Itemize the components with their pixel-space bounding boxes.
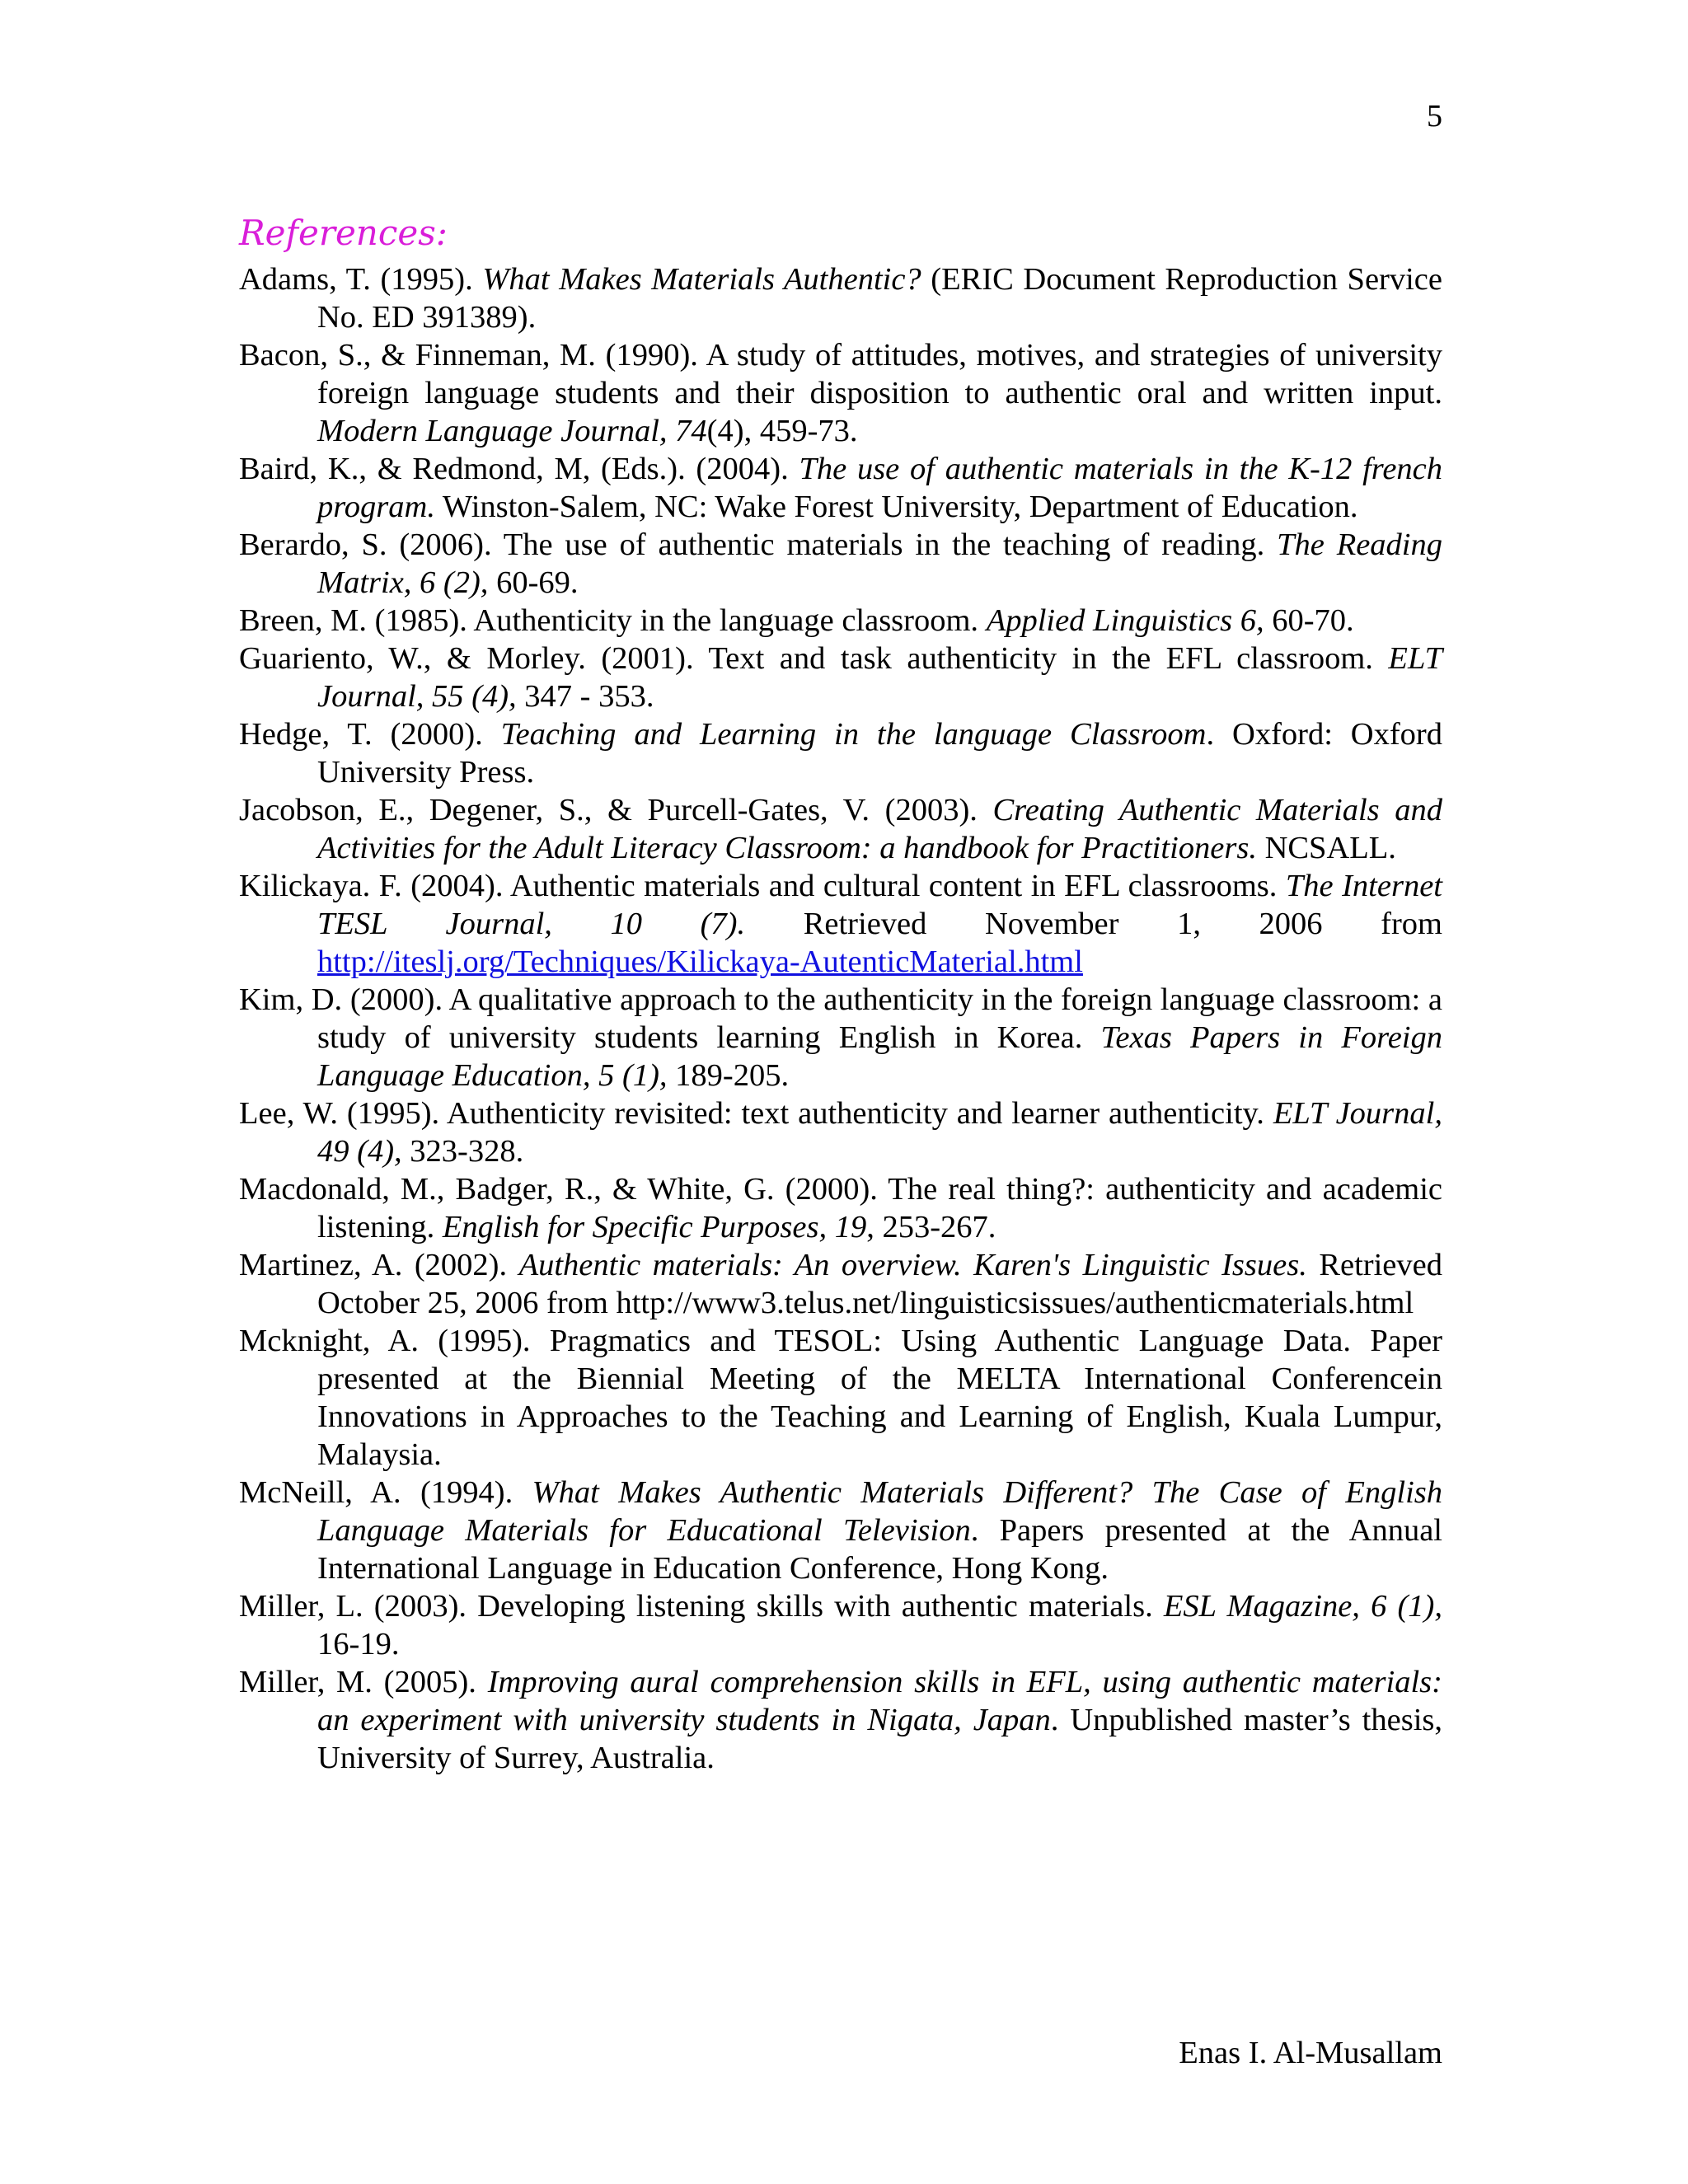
reference-entry xyxy=(239,450,1442,526)
reference-text: Retrieved October 25, 2006 from http://www3.telus.net/linguisticsissues/authenticmaterials.html xyxy=(317,1248,1442,1320)
reference-text: . Papers presented at the Annual International Language in Education Conference, Hong Kong. xyxy=(317,1513,1442,1586)
reference-text: NCSALL. xyxy=(1256,831,1396,865)
reference-text: Kim, D. (2000). A qualitative approach to the authenticity in the foreign language classroom: a study of university students learning English in Korea. xyxy=(239,982,1442,1055)
reference-url-link[interactable]: http://iteslj.org/Techniques/Kilickaya-AutenticMaterial.html xyxy=(317,944,1083,979)
references-heading: References: xyxy=(239,213,448,253)
reference-text: Bacon, S., & Finneman, M. (1990). A study of attitudes, motives, and strategies of university foreign language students and their disposition to authentic oral and written input. xyxy=(239,338,1442,410)
reference-title-italic: ESL Magazine, 6 (1), xyxy=(1163,1589,1442,1624)
reference-title-italic: Creating Authentic Materials and Activities for the Adult Literacy Classroom: a handbook for Practitioners. xyxy=(317,793,1442,865)
reference-text: Lee, W. (1995). Authenticity revisited: text authenticity and learner authenticity. xyxy=(239,1096,1273,1131)
reference-entry xyxy=(239,526,1442,602)
reference-entry xyxy=(239,715,1442,791)
reference-entry xyxy=(239,981,1442,1094)
reference-text: 60-69. xyxy=(488,565,579,600)
reference-entry xyxy=(239,1474,1442,1587)
reference-entry xyxy=(239,260,1442,336)
reference-entry xyxy=(239,640,1442,715)
reference-text: Macdonald, M., Badger, R., & White, G. (2000). The real thing?: authenticity and academic listening. xyxy=(239,1172,1442,1244)
reference-title-italic: Improving aural comprehension skills in EFL, using authentic materials: an experiment with university students in Nigata, Japan xyxy=(317,1665,1442,1737)
reference-title-italic: The use of authentic materials in the K-12 french program. xyxy=(317,452,1443,524)
reference-text: Jacobson, E., Degener, S., & Purcell-Gates, V. (2003). xyxy=(239,793,993,827)
reference-text: McNeill, A. (1994). xyxy=(239,1475,532,1510)
reference-text: 189-205. xyxy=(667,1058,790,1093)
reference-title-italic: What Makes Authentic Materials Different? The Case of English Language Materials for Educational Television xyxy=(317,1475,1442,1548)
reference-text: (ERIC Document Reproduction Service No. ED 391389). xyxy=(317,262,1442,335)
reference-entry xyxy=(239,1170,1442,1246)
reference-text: Hedge, T. (2000). xyxy=(239,717,501,752)
reference-text: Adams, T. (1995). xyxy=(239,262,483,297)
page-number: 5 xyxy=(1427,99,1442,134)
reference-title-italic: Teaching and Learning in the language Classroom xyxy=(500,717,1207,752)
reference-entry xyxy=(239,1094,1442,1170)
reference-text: Berardo, S. (2006). The use of authentic materials in the teaching of reading. xyxy=(239,527,1278,562)
reference-text: Martinez, A. (2002). xyxy=(239,1248,519,1282)
reference-entry xyxy=(239,1663,1442,1777)
reference-entry xyxy=(239,1246,1442,1322)
reference-text: 60-70. xyxy=(1264,603,1354,638)
reference-text: Miller, L. (2003). Developing listening skills with authentic materials. xyxy=(239,1589,1164,1624)
reference-text: Baird, K., & Redmond, M, (Eds.). (2004). xyxy=(239,452,799,486)
reference-title-italic: The Internet TESL Journal, 10 (7). xyxy=(317,869,1442,941)
reference-text: Kilickaya. F. (2004). Authentic materials and cultural content in EFL classrooms. xyxy=(239,869,1286,903)
reference-title-italic: Modern Language Journal, 74 xyxy=(317,414,707,448)
reference-entry xyxy=(239,602,1442,640)
reference-text: . Unpublished master’s thesis, University of Surrey, Australia. xyxy=(317,1703,1442,1775)
reference-title-italic: Applied Linguistics 6, xyxy=(986,603,1264,638)
reference-text: 323-328. xyxy=(401,1134,524,1169)
reference-entry xyxy=(239,867,1442,981)
reference-title-italic: ELT Journal, 55 (4), xyxy=(317,641,1442,714)
reference-title-italic: The Reading Matrix, 6 (2), xyxy=(317,527,1442,600)
reference-text: Retrieved November 1, 2006 from xyxy=(745,907,1442,941)
reference-text: Guariento, W., & Morley. (2001). Text and task authenticity in the EFL classroom. xyxy=(239,641,1389,676)
reference-entry xyxy=(239,1587,1442,1663)
reference-entry xyxy=(239,1322,1442,1474)
reference-text: Breen, M. (1985). Authenticity in the language classroom. xyxy=(239,603,987,638)
reference-text: 347 - 353. xyxy=(516,679,654,714)
reference-text: Miller, M. (2005). xyxy=(239,1665,488,1699)
reference-title-italic: ELT Journal, 49 (4), xyxy=(317,1096,1442,1169)
reference-text: . Oxford: Oxford University Press. xyxy=(317,717,1442,790)
reference-text: 16-19. xyxy=(317,1627,400,1661)
reference-text: , 253-267. xyxy=(866,1210,996,1244)
reference-text: Winston-Salem, NC: Wake Forest University, Department of Education. xyxy=(434,490,1358,524)
reference-text: Mcknight, A. (1995). Pragmatics and TESOL: Using Authentic Language Data. Paper presented at the Biennial Meeting of the MELTA International Conferencein Innovations in Approaches to the Teaching and Learning of English, Kuala Lumpur, Malaysia. xyxy=(239,1324,1442,1472)
author-footer: Enas I. Al-Musallam xyxy=(1179,2036,1442,2070)
reference-entry xyxy=(239,791,1442,867)
reference-title-italic: English for Specific Purposes, 19 xyxy=(442,1210,867,1244)
reference-title-italic: Authentic materials: An overview. Karen's Linguistic Issues. xyxy=(518,1248,1307,1282)
reference-title-italic: Texas Papers in Foreign Language Education, 5 (1), xyxy=(317,1020,1442,1093)
reference-title-italic: What Makes Materials Authentic? xyxy=(482,262,921,297)
reference-text: (4), 459-73. xyxy=(706,414,858,448)
reference-list xyxy=(239,260,1442,1777)
reference-entry xyxy=(239,336,1442,450)
